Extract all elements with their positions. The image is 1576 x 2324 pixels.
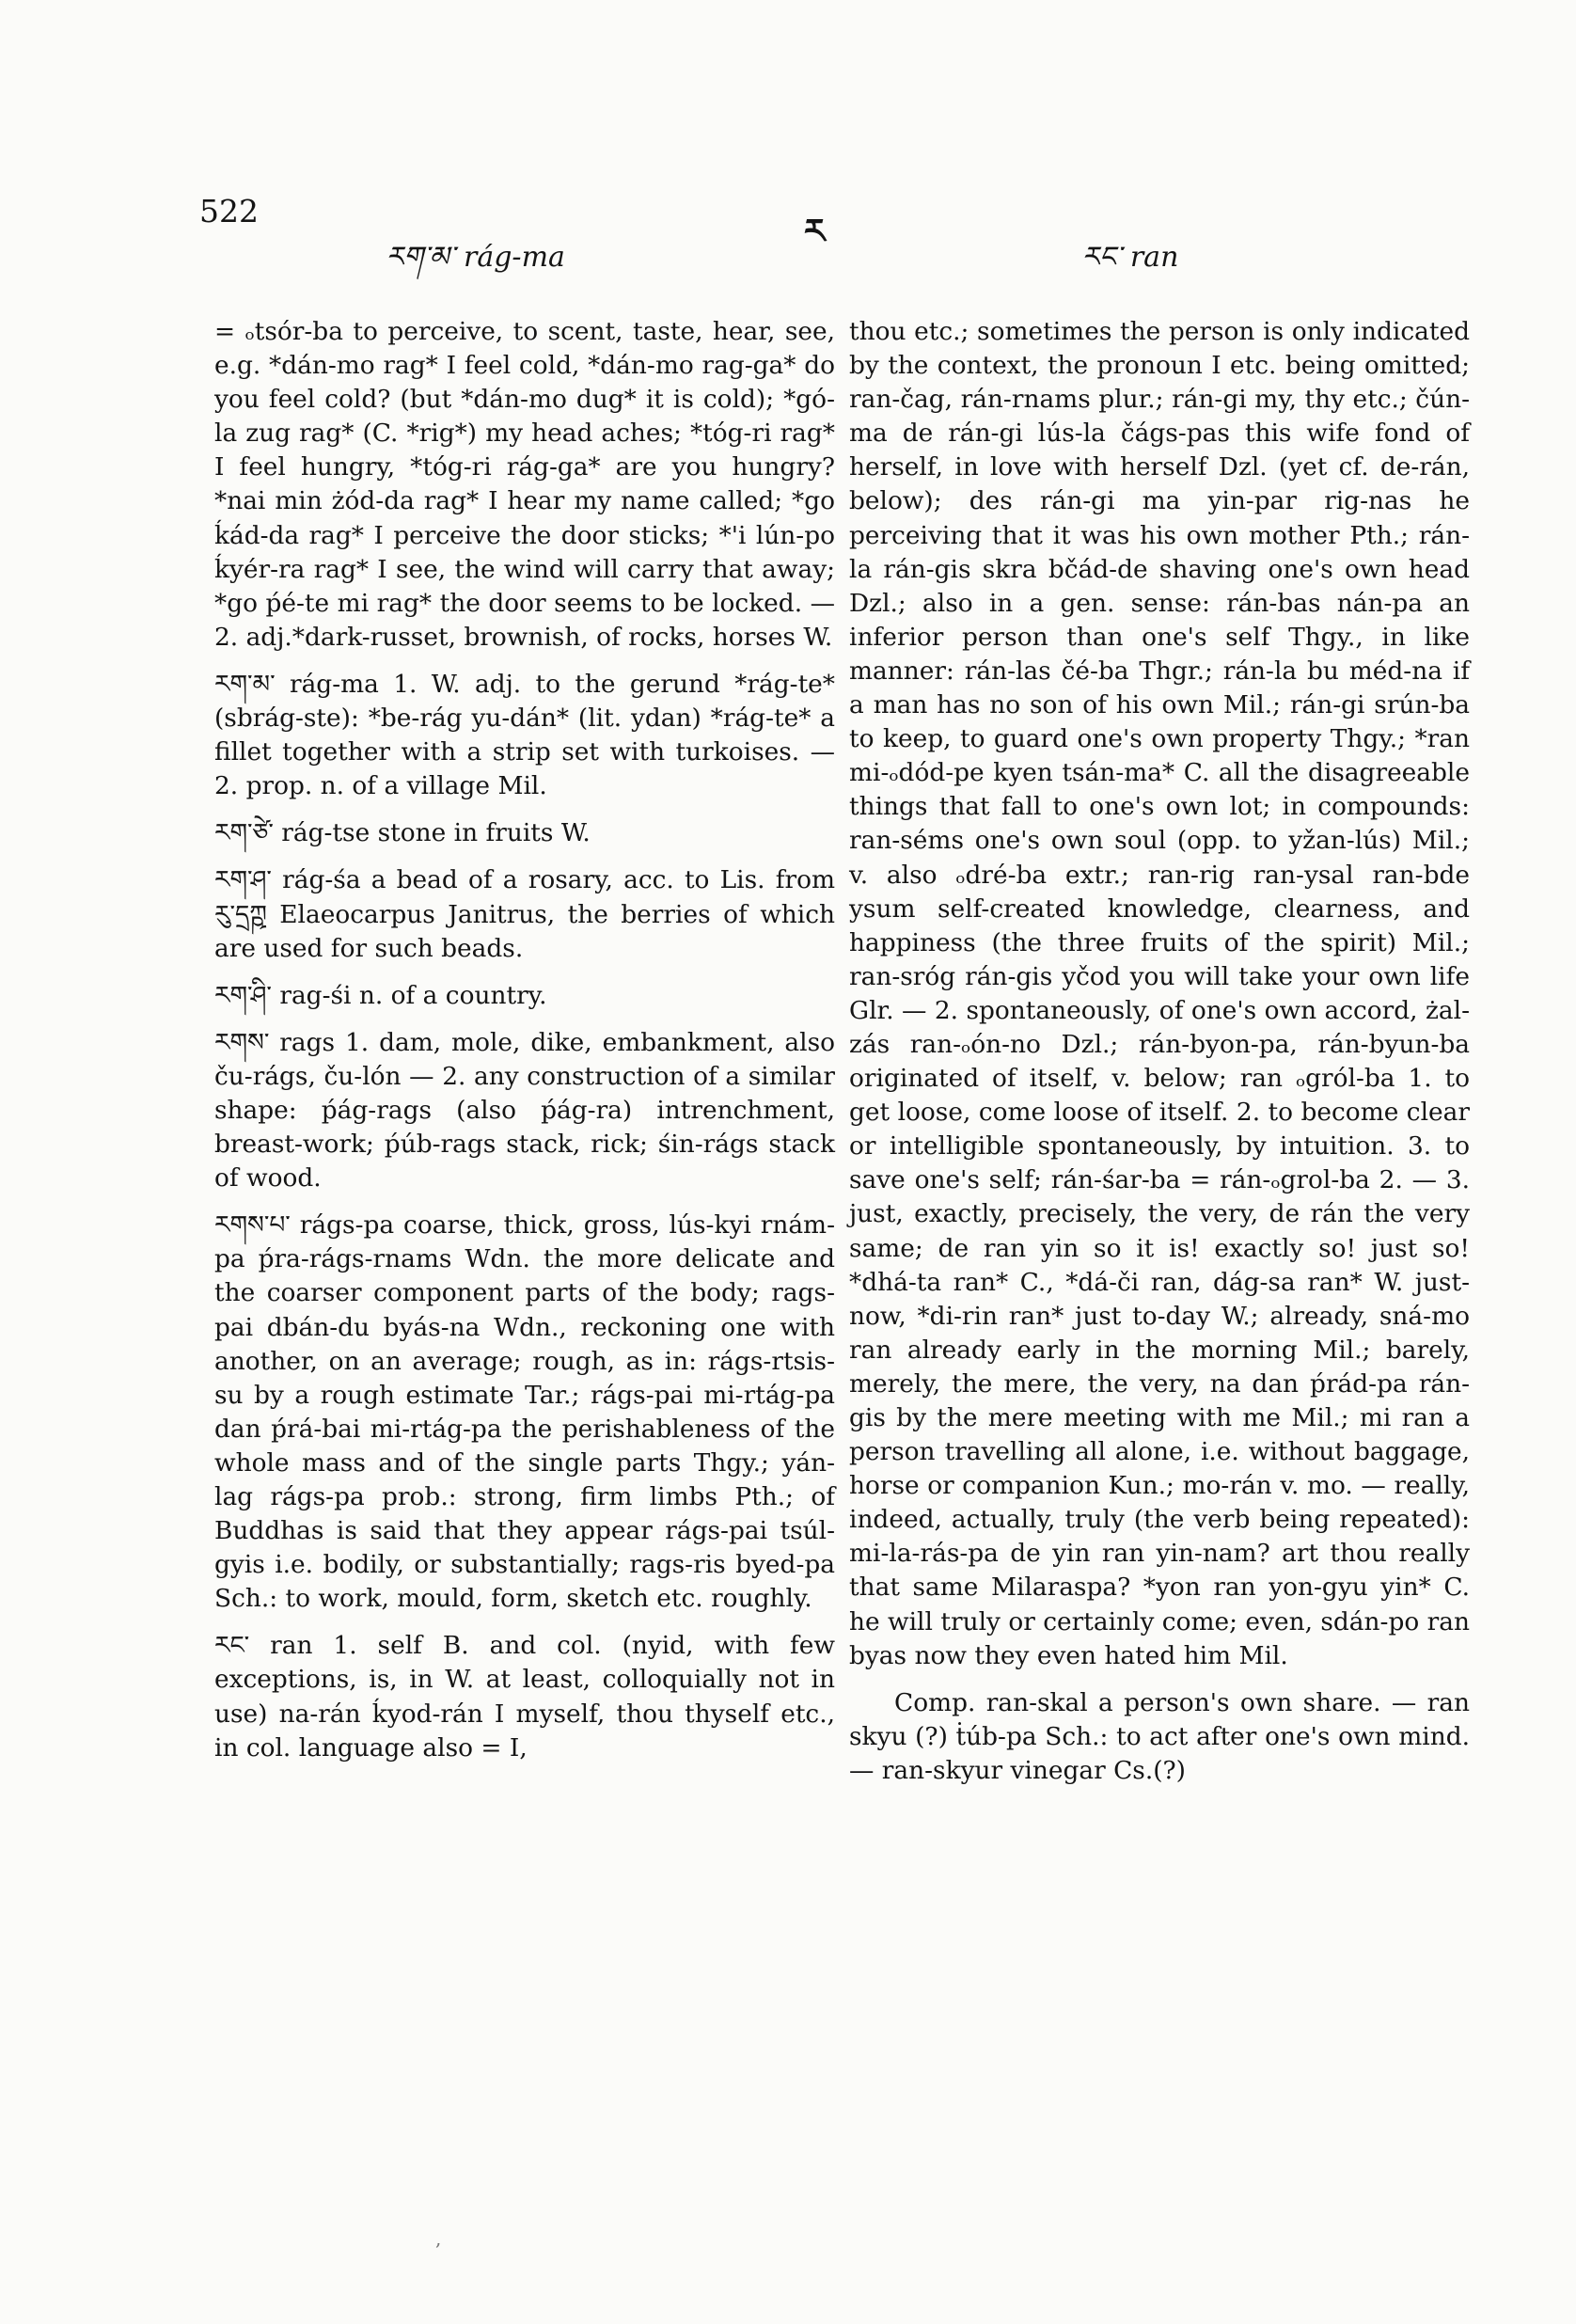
right-column (849, 315, 1470, 1801)
page-number: 522 (199, 193, 259, 229)
entry-rag-continued: = ₒtsór-ba to perceive, to scent, taste, hear, see, e.g. *dán-mo rag* I feel cold, *dán-mo rag-ga* do you feel cold? (but *dán-mo dug* it is cold); *gó-la zug rag* (C. *rig*) my head aches; *tóg-ri rag* I feel hungry, *tóg-ri rág-ga* are you hungry? *nai min żód-da rag* I hear my name called; *go ḱád-da rag* I perceive the door sticks; *'i lún-po ḱyér-ra rag* I see, the wind will carry that away; *go ṕé-te mi rag* the door seems to be locked. — 2. adj.*dark-russet, brownish, of rocks, horses W. (214, 317, 835, 652)
entry-ran-compounds: Comp. ran-skal a person's own share. — ran skyu (?) ṫúb-pa Sch.: to act after one's own mind. — ran-skyur vinegar Cs.(?) (849, 1687, 1470, 1785)
entry-ran-continued: thou etc.; sometimes the person is only indicated by the context, the pronoun I etc. being omitted; ran-čag, rán-rnams plur.; rán-gi my, thy etc.; čún-ma de rán-gi lús-la čágs-pas this wife fond of herself, in love with herself Dzl. (yet cf. de-rán, below); des rán-gi ma yin-par rig-nas he perceiving that it was his own mother Pth.; rán-la rán-gis skra bčád-de shaving one's own head Dzl.; also in a gen. sense: rán-bas nán-pa an inferior person than one's self Thgy., in like manner: rán-las čé-ba Thgr.; rán-la bu méd-na if a man has no son of his own Mil.; rán-gi srún-ba to keep, to guard one's own property Thgy.; *ran mi-ₒdód-pe kyen tsán-ma* C. all the disagreeable things that fall to one's own lot; in compounds: ran-séms one's own soul (opp. to yžan-lús) Mil.; v. also ₒdré-ba extr.; ran-rig ran-ysal ran-bde ysum self-created knowledge, clearness, and happiness (the three fruits of the spirit) Mil.; ran-sróg rán-gis yčod you will take your own life Glr. — 2. spontaneously, of one's own accord, żal-zás ran-ₒón-no Dzl.; rán-byon-pa, rán-byun-ba originated of itself, v. below; ran ₒgról-ba 1. to get loose, come loose of itself. 2. to become clear or intelligible spontaneously, by intuition. 3. to save one's self; rán-śar-ba = rán-ₒgrol-ba 2. — 3. just, exactly, precisely, the very, de rán the very same; de ran yin so it is! exactly so! just so! *dhá-ta ran* C., *dá-či ran, dág-sa ran* W. just-now, *di-rin ran* just to-day W.; already, sná-mo ran already early in the morning Mil.; barely, merely, the mere, the very, na dan ṕrád-pa rán-gis by the mere meeting with me Mil.; mi ran a person travelling all alone, i.e. without baggage, horse or companion Kun.; mo-rán v. mo. — really, indeed, actually, truly (the verb being repeated): mi-la-rás-pa de yin ran yin-nam? art thou really that same Milaraspa? *yon ran yon-gyu yin* C. he will truly or certainly come; even, sdán-po ran byas now they even hated him Mil. (849, 317, 1470, 1670)
section-letter: ར (804, 212, 826, 251)
entry-rag-si: རག་ཤི་ rag-śi n. of a country. (214, 980, 547, 1010)
running-head-right: རང་ ran (1081, 241, 1179, 274)
entry-rag-ma: རག་མ་ rág-ma 1. W. adj. to the gerund *rág-te* (sbrág-ste): *be-rág yu-dán* (lit. ydan) *rág-te* a fillet together with a strip set with turkoises. — 2. prop. n. of a village Mil. (214, 669, 835, 801)
left-column (214, 315, 835, 1779)
running-head-left: རག་མ་ rág-ma (386, 241, 565, 274)
entry-ran: རང་ ran 1. self B. and col. (nyid, with few exceptions, is, in W. at least, colloquially not in use) na-rán ḱyod-rán I myself, thou thyself etc., in col. language also = I, (214, 1631, 835, 1763)
entry-rag-tse: རག་ཙེ་ rág-tse stone in fruits W. (214, 818, 591, 848)
page-mark: , (435, 2227, 442, 2250)
entry-rags: རགས་ rags 1. dam, mole, dike, embankment, also ču-rágs, ču-lón — 2. any construction of a similar shape: ṕág-rags (also ṕág-ra) intrenchment, breast-work; ṕúb-rags stack, rick; śin-rágs stack of wood. (214, 1027, 835, 1194)
entry-rags-pa: རགས་པ་ rágs-pa coarse, thick, gross, lús-kyi rnám-pa ṕra-rágs-rnams Wdn. the more delicate and the coarser component parts of the body; rags-pai dbán-du byás-na Wdn., reckoning one with another, on an average; rough, as in: rágs-rtsis-su by a rough estimate Tar.; rágs-pai mi-rtág-pa dan ṕrá-bai mi-rtág-pa the perishableness of the whole mass and of the single parts Thgy.; yán-lag rágs-pa prob.: strong, firm limbs Pth.; of Buddhas is said that they appear rágs-pai tsúl-gyis i.e. bodily, or substantially; rags-ris byed-pa Sch.: to work, mould, form, sketch etc. roughly. (214, 1210, 835, 1614)
entry-rag-sa: རག་ཤ་ rág-śa a bead of a rosary, acc. to Lis. from རུ་དྲཀྵ Elaeocarpus Janitrus, the berries of which are used for such beads. (214, 865, 835, 963)
